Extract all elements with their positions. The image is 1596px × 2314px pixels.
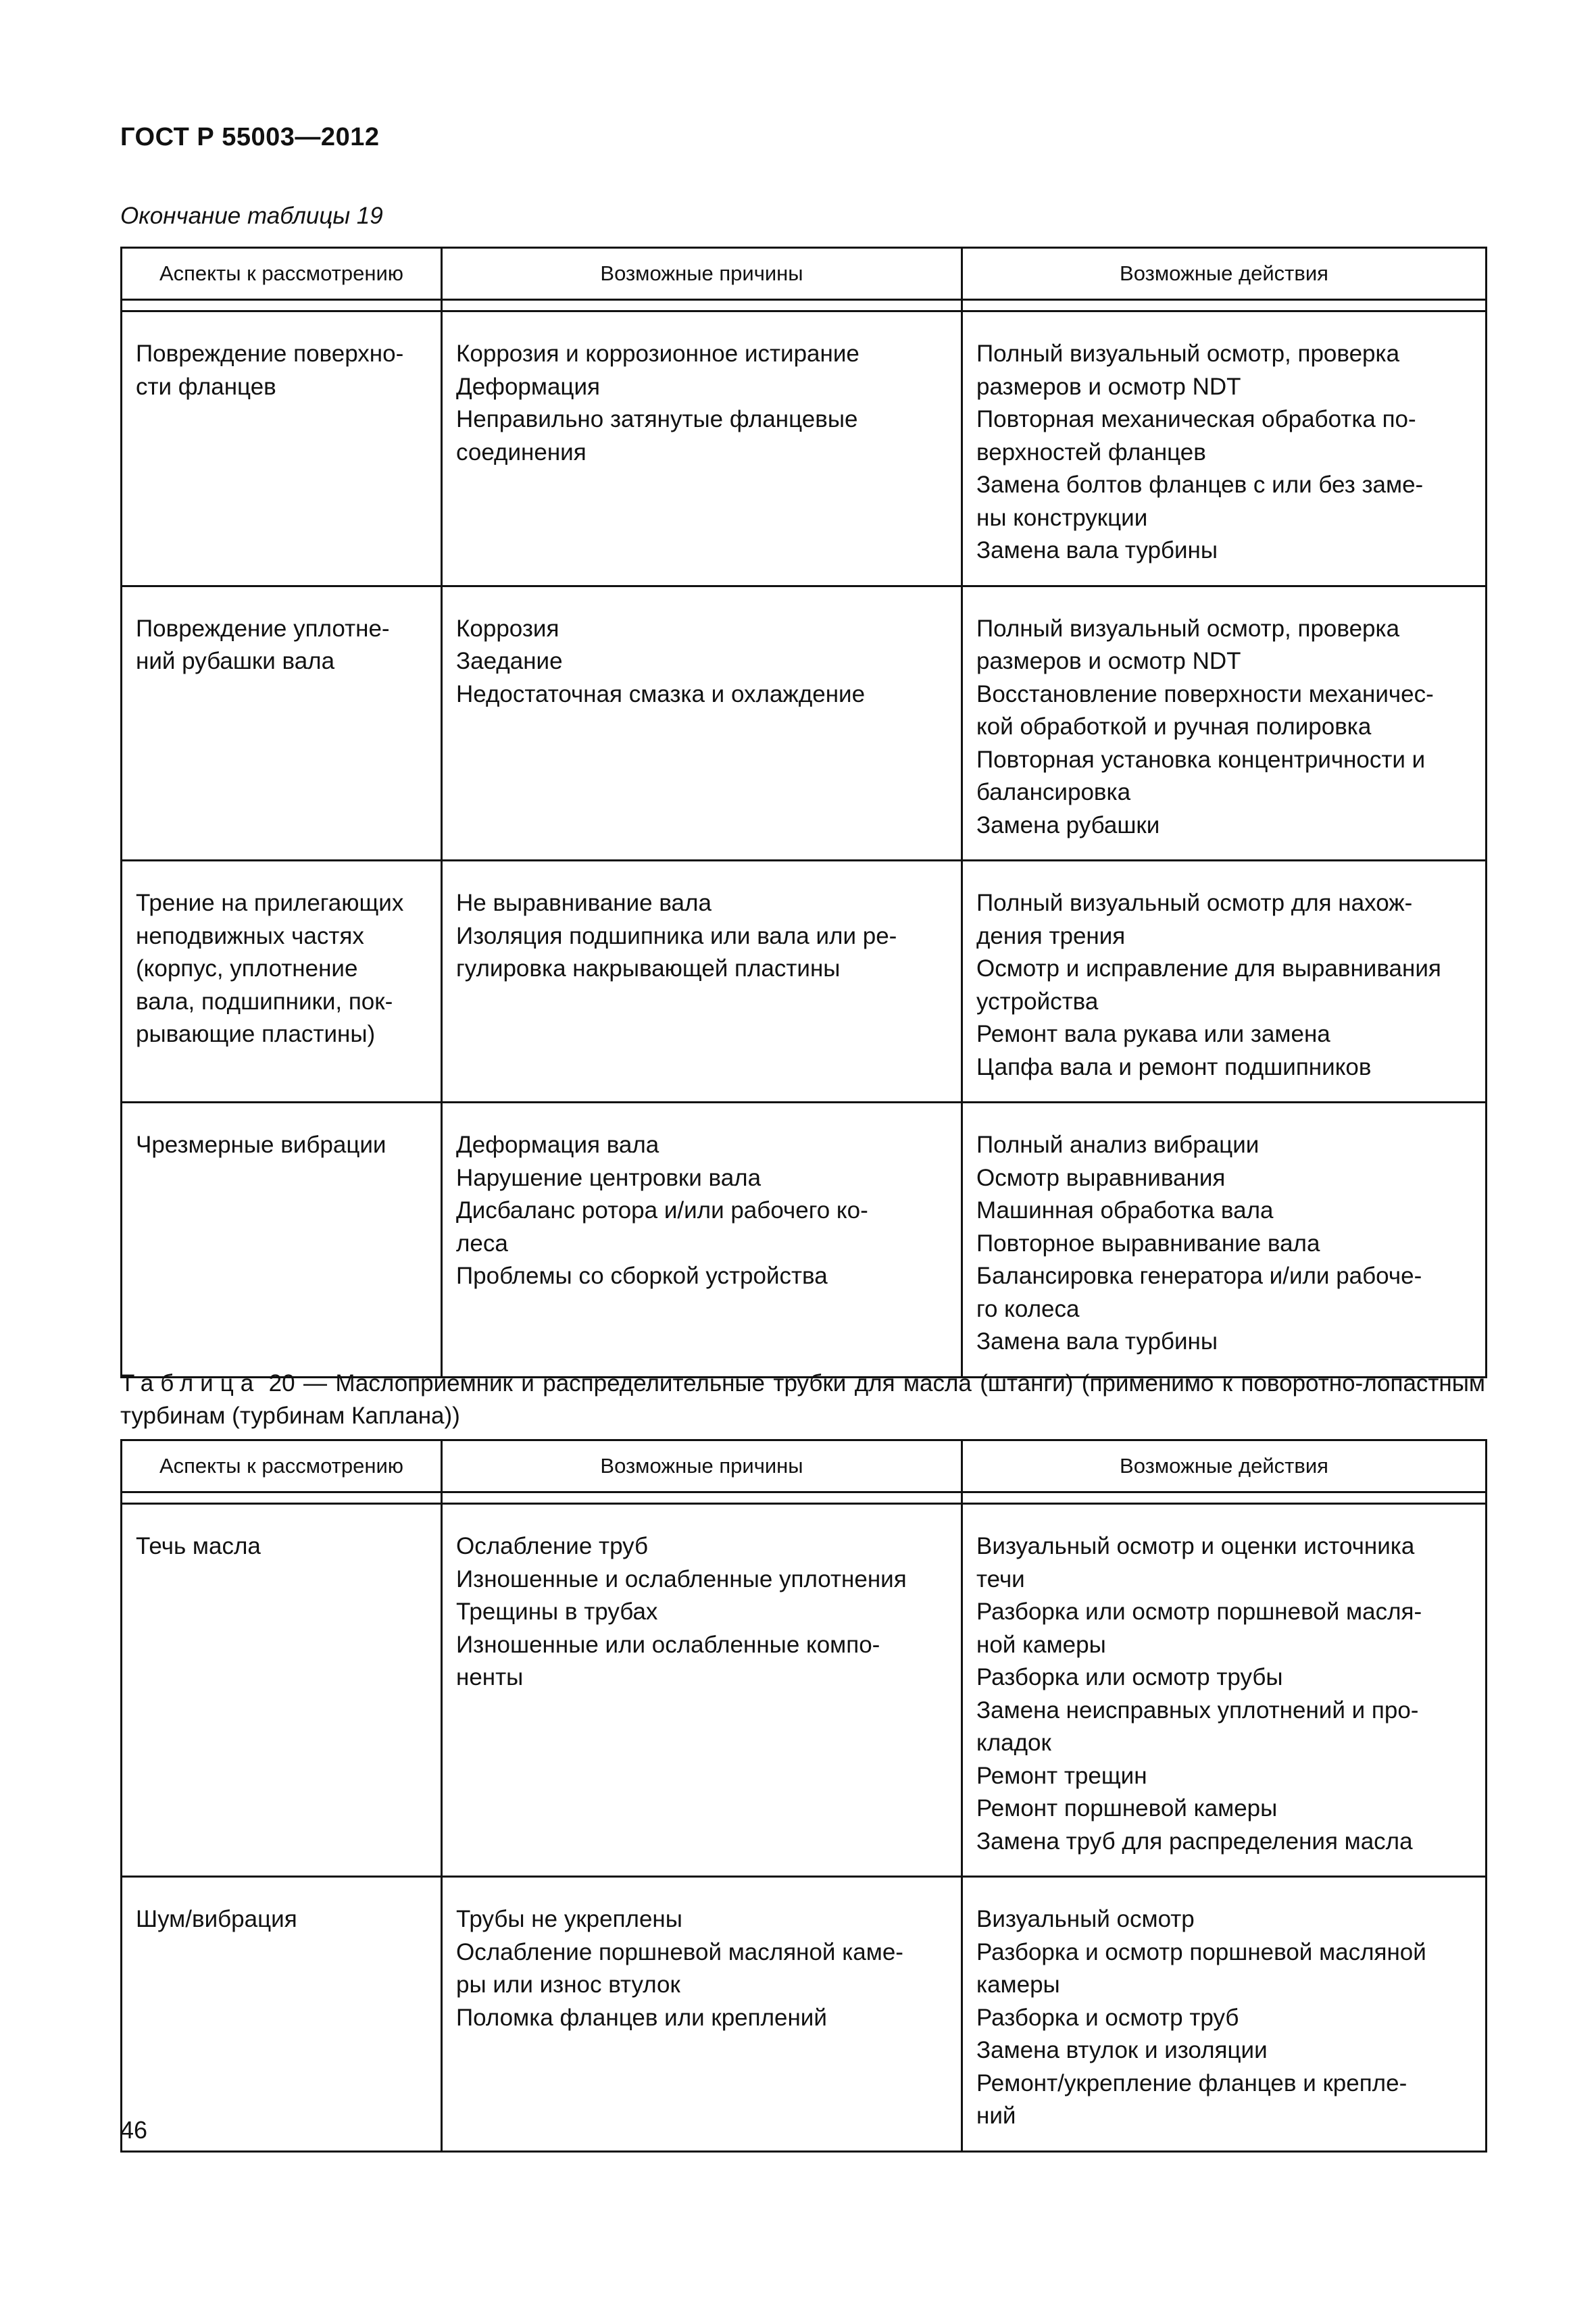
cell-line: размеров и осмотр NDT (976, 373, 1241, 400)
cell-actions (962, 861, 1487, 1103)
cell-line: ний рубашки вала (136, 648, 335, 674)
cell-line: Полный визуальный осмотр, проверка (976, 615, 1400, 642)
table-row (122, 1877, 1487, 2152)
cell-line: Дисбаланс ротора и/или рабочего ко- (456, 1197, 868, 1224)
cell-line: Машинная обработка вала (976, 1197, 1274, 1224)
table-20-caption-label: Таблица (120, 1370, 261, 1397)
table-header-row (122, 248, 1487, 300)
cell-line: Изоляция подшипника или вала или ре- (456, 922, 897, 949)
table-20-caption (120, 1367, 1485, 1432)
cell-line: гулировка накрывающей пластины (456, 955, 841, 982)
cell-line: Коррозия и коррозионное истирание (456, 341, 859, 367)
cell-aspect (122, 861, 442, 1103)
cell-actions (962, 1877, 1487, 2152)
cell-line: Шум/вибрация (136, 1906, 297, 1932)
table-row (122, 1504, 1487, 1877)
cell-line: ной камеры (976, 1631, 1106, 1658)
cell-line: кой обработкой и ручная полировка (976, 713, 1372, 740)
cell-line: Ремонт/укрепление фланцев и крепле- (976, 2069, 1407, 2096)
cell-aspect (122, 311, 442, 586)
cell-line: Разборка или осмотр поршневой масля- (976, 1599, 1422, 1625)
cell-line: Замена болтов фланцев с или без заме- (976, 472, 1424, 498)
cell-line: Недостаточная смазка и охлаждение (456, 680, 866, 707)
cell-line: верхностей фланцев (976, 438, 1206, 466)
cell-causes (442, 311, 962, 586)
cell-line: ры или износ втулок (456, 1971, 680, 1998)
cell-line: Замена неисправных уплотнений и про- (976, 1696, 1419, 1724)
cell-line: Повторное выравнивание вала (976, 1230, 1320, 1257)
table-row (122, 861, 1487, 1103)
cell-line: Визуальный осмотр (976, 1906, 1195, 1932)
cell-line: Замена втулок и изоляции (976, 2037, 1268, 2063)
table-19-body (122, 311, 1487, 1378)
cell-line: Проблемы со сборкой устройства (456, 1263, 828, 1289)
table-19 (120, 247, 1487, 1378)
table-20-body (122, 1504, 1487, 2152)
cell-line: леса (456, 1230, 508, 1257)
cell-line: Осмотр и исправление для выравнивания (976, 955, 1441, 982)
cell-line: Неправильно затянутые фланцевые (456, 406, 858, 432)
cell-causes (442, 586, 962, 861)
cell-line: ны конструкции (976, 504, 1148, 531)
column-header-aspects: Аспекты к рассмотрению (122, 248, 442, 300)
table-19-caption: Окончание таблицы 19 (120, 203, 383, 229)
cell-line: балансировка (976, 779, 1131, 805)
cell-actions (962, 586, 1487, 861)
cell-line: Разборка и осмотр труб (976, 2004, 1239, 2031)
cell-line: Визуальный осмотр и оценки источника (976, 1533, 1415, 1559)
cell-causes (442, 1504, 962, 1877)
cell-line: сти фланцев (136, 373, 276, 400)
cell-aspect (122, 586, 442, 861)
cell-aspect (122, 1103, 442, 1378)
cell-line: дения трения (976, 922, 1126, 949)
cell-line: размеров и осмотр NDT (976, 648, 1241, 674)
cell-line: Замена труб для распределения масла (976, 1828, 1413, 1855)
cell-line: Ослабление поршневой масляной каме- (456, 1938, 903, 1965)
cell-line: го колеса (976, 1295, 1080, 1322)
table-row (122, 1103, 1487, 1378)
cell-line: Полный визуальный осмотр, проверка (976, 341, 1400, 367)
cell-aspect (122, 1504, 442, 1877)
cell-line: устройства (976, 988, 1099, 1015)
cell-causes (442, 1877, 962, 2152)
cell-aspect (122, 1877, 442, 2152)
cell-line: ненты (456, 1664, 524, 1690)
cell-line: Осмотр выравнивания (976, 1164, 1226, 1191)
cell-line: Коррозия (456, 615, 559, 642)
cell-line: Повреждение поверхно- (136, 341, 404, 367)
cell-line: Деформация (456, 373, 600, 400)
cell-line: Повторная механическая обработка по- (976, 406, 1416, 432)
cell-line: Повреждение уплотне- (136, 615, 390, 642)
cell-line: Заедание (456, 648, 563, 674)
cell-line: (корпус, уплотнение (136, 955, 358, 982)
cell-line: неподвижных частях (136, 922, 364, 949)
cell-line: Течь масла (136, 1533, 261, 1559)
cell-actions (962, 311, 1487, 586)
cell-line: Ослабление труб (456, 1533, 649, 1559)
document-code: ГОСТ Р 55003—2012 (120, 123, 380, 151)
cell-line: Разборка и осмотр поршневой масляной (976, 1938, 1426, 1965)
cell-line: Трение на прилегающих (136, 890, 404, 916)
cell-line: Восстановление поверхности механичес- (976, 680, 1434, 707)
cell-line: Повторная установка концентричности и (976, 746, 1426, 773)
cell-line: Трещины в трубах (456, 1599, 658, 1625)
cell-line: Цапфа вала и ремонт подшипников (976, 1053, 1372, 1080)
cell-line: Замена рубашки (976, 811, 1160, 838)
cell-causes (442, 1103, 962, 1378)
cell-line: Замена вала турбины (976, 537, 1218, 563)
cell-line: рывающие пластины) (136, 1021, 376, 1047)
table-row (122, 311, 1487, 586)
cell-line: Ремонт поршневой камеры (976, 1795, 1278, 1821)
column-header-causes: Возможные причины (442, 248, 962, 300)
cell-line: ний (976, 2103, 1016, 2129)
cell-actions (962, 1504, 1487, 1877)
cell-causes (442, 861, 962, 1103)
cell-line: Чрезмерные вибрации (136, 1132, 386, 1158)
cell-line: кладок (976, 1730, 1051, 1756)
cell-line: Ремонт трещин (976, 1762, 1147, 1789)
cell-line: Поломка фланцев или креплений (456, 2004, 827, 2031)
cell-line: Балансировка генератора и/или рабоче- (976, 1263, 1422, 1289)
cell-line: соединения (456, 438, 587, 466)
cell-line: Разборка или осмотр трубы (976, 1664, 1283, 1690)
cell-line: Изношенные и ослабленные уплотнения (456, 1565, 907, 1592)
cell-line: Деформация вала (456, 1132, 659, 1158)
table-row (122, 586, 1487, 861)
page-number: 46 (120, 2116, 148, 2144)
table-header-row (122, 1440, 1487, 1492)
cell-line: Трубы не укреплены (456, 1906, 682, 1932)
cell-line: Нарушение центровки вала (456, 1164, 762, 1191)
cell-line: Замена вала турбины (976, 1328, 1218, 1355)
table-20-caption-text: 20 — Маслоприемник и распределительные трубки для масла (штанги) (применимо к поворотно-лопастным турбинам (турбинам Каплана)) (120, 1370, 1485, 1429)
cell-line: Не выравнивание вала (456, 890, 712, 916)
cell-line: камеры (976, 1971, 1060, 1998)
column-header-aspects: Аспекты к рассмотрению (122, 1440, 442, 1492)
column-header-actions: Возможные действия (962, 248, 1487, 300)
cell-line: Полный анализ вибрации (976, 1132, 1260, 1158)
cell-line: течи (976, 1565, 1025, 1592)
column-header-actions: Возможные действия (962, 1440, 1487, 1492)
cell-line: Ремонт вала рукава или замена (976, 1021, 1330, 1047)
cell-actions (962, 1103, 1487, 1378)
cell-line: вала, подшипники, пок- (136, 988, 393, 1015)
cell-line: Полный визуальный осмотр для нахож- (976, 890, 1413, 916)
cell-line: Изношенные или ослабленные компо- (456, 1631, 880, 1658)
column-header-causes: Возможные причины (442, 1440, 962, 1492)
table-20 (120, 1439, 1487, 2153)
